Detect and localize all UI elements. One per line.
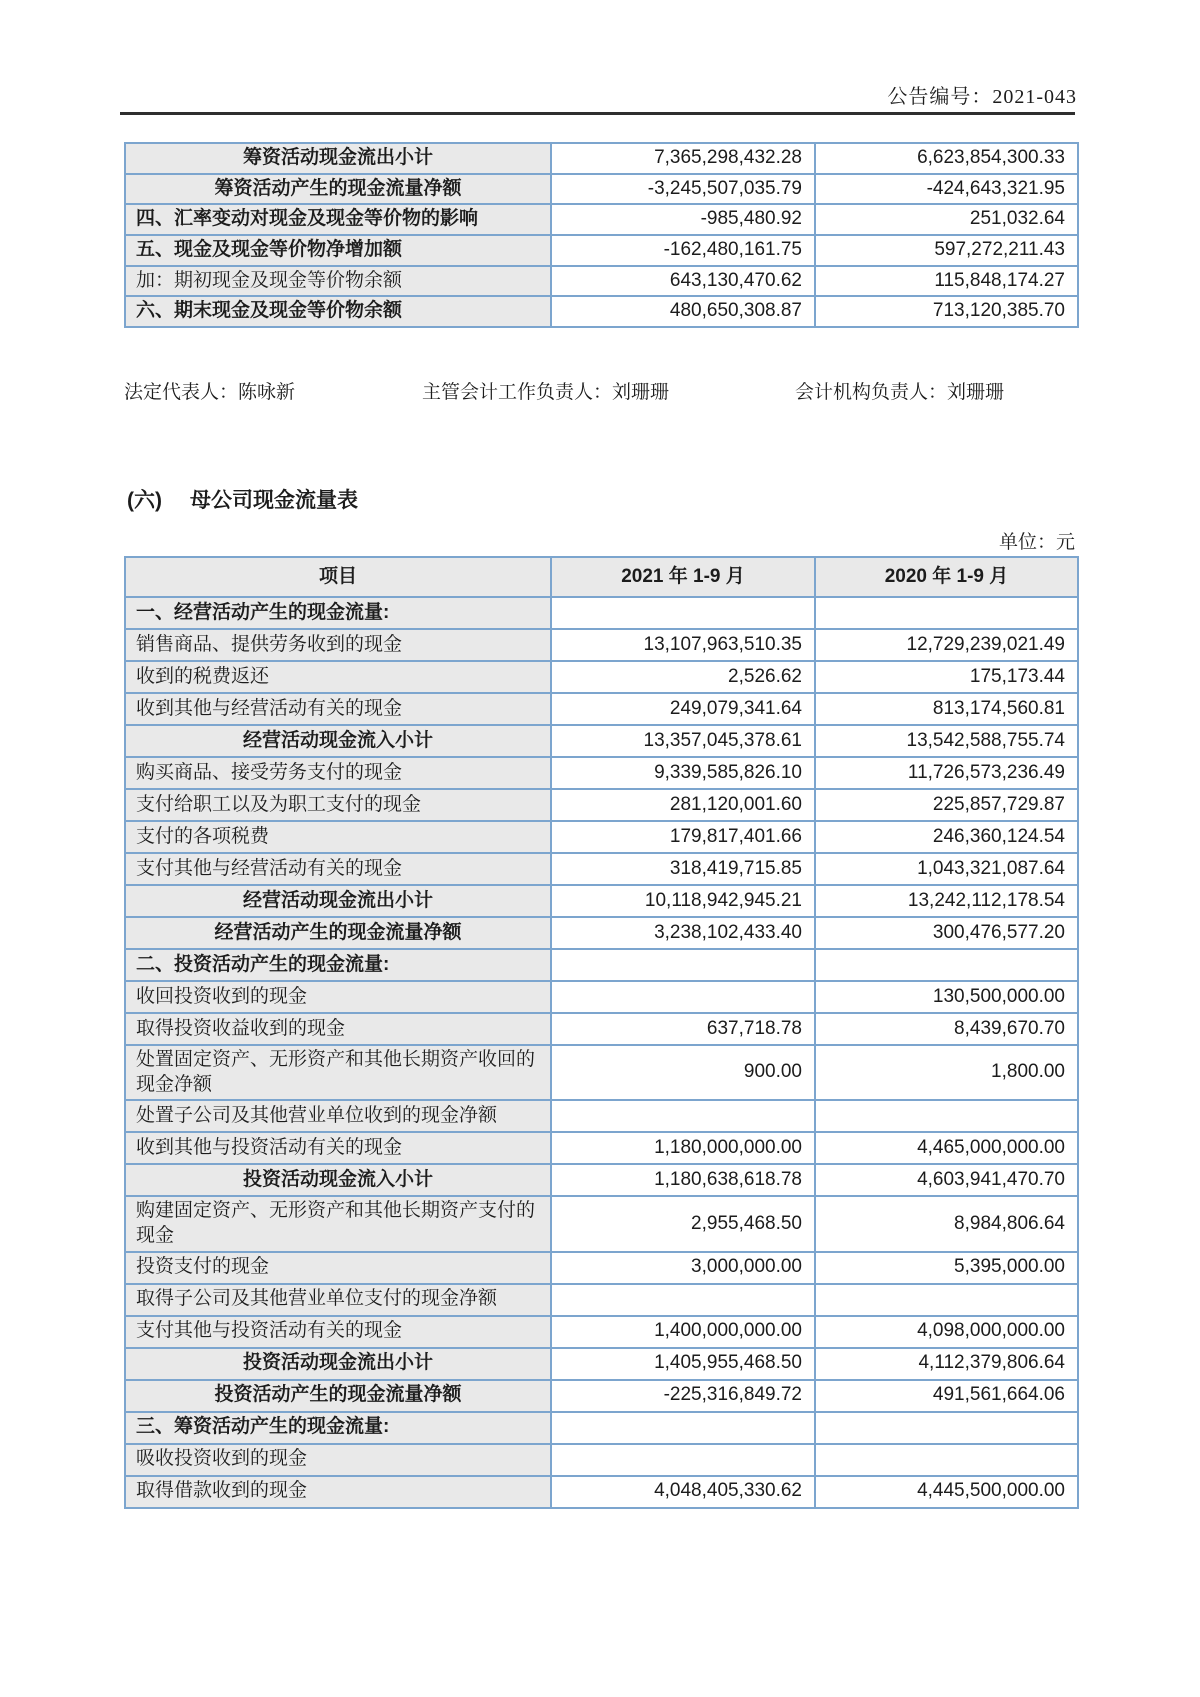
table-row <box>125 1476 1078 1508</box>
row-label: 支付其他与经营活动有关的现金 <box>125 853 551 885</box>
value-2021: 249,079,341.64 <box>551 693 815 725</box>
value-2020: 115,848,174.27 <box>815 266 1078 297</box>
value-2021: 3,000,000.00 <box>551 1252 815 1284</box>
value-2020: 12,729,239,021.49 <box>815 629 1078 661</box>
value-2020: 13,242,112,178.54 <box>815 885 1078 917</box>
row-label: 投资活动产生的现金流量净额 <box>125 1380 551 1412</box>
value-2021: -985,480.92 <box>551 204 815 235</box>
value-2021: 1,405,955,468.50 <box>551 1348 815 1380</box>
financing-summary-body <box>125 143 1078 327</box>
value-2021: 643,130,470.62 <box>551 266 815 297</box>
table-row <box>125 1164 1078 1196</box>
row-label: 筹资活动产生的现金流量净额 <box>125 174 551 205</box>
table-row <box>125 235 1078 266</box>
table-row <box>125 1444 1078 1476</box>
parent-company-cash-flow-table <box>124 556 1079 1509</box>
value-2020: 1,800.00 <box>815 1045 1078 1100</box>
section-heading <box>127 484 358 514</box>
row-label: 经营活动现金流出小计 <box>125 885 551 917</box>
financing-summary-table <box>124 142 1079 328</box>
value-2021 <box>551 981 815 1013</box>
value-2021: 4,048,405,330.62 <box>551 1476 815 1508</box>
value-2020: 4,112,379,806.64 <box>815 1348 1078 1380</box>
value-2020: 11,726,573,236.49 <box>815 757 1078 789</box>
table-row <box>125 757 1078 789</box>
value-2021: 13,357,045,378.61 <box>551 725 815 757</box>
announcement-number: 公告编号：2021-043 <box>887 86 1077 108</box>
value-2020: 813,174,560.81 <box>815 693 1078 725</box>
table-row <box>125 789 1078 821</box>
row-label: 收到其他与投资活动有关的现金 <box>125 1132 551 1164</box>
value-2020: 8,439,670.70 <box>815 1013 1078 1045</box>
value-2021: 318,419,715.85 <box>551 853 815 885</box>
value-2020: 4,445,500,000.00 <box>815 1476 1078 1508</box>
value-2021: -225,316,849.72 <box>551 1380 815 1412</box>
value-2021: 2,526.62 <box>551 661 815 693</box>
value-2021: 10,118,942,945.21 <box>551 885 815 917</box>
row-label: 六、期末现金及现金等价物余额 <box>125 296 551 327</box>
row-label: 经营活动产生的现金流量净额 <box>125 917 551 949</box>
row-label: 支付的各项税费 <box>125 821 551 853</box>
row-label: 取得借款收到的现金 <box>125 1476 551 1508</box>
row-label: 支付给职工以及为职工支付的现金 <box>125 789 551 821</box>
value-2021: 7,365,298,432.28 <box>551 143 815 174</box>
value-2020 <box>815 1100 1078 1132</box>
signature-line <box>124 377 1077 403</box>
row-label: 吸收投资收到的现金 <box>125 1444 551 1476</box>
value-2021: 1,180,000,000.00 <box>551 1132 815 1164</box>
value-2021: 9,339,585,826.10 <box>551 757 815 789</box>
table-row <box>125 1013 1078 1045</box>
row-label: 处置固定资产、无形资产和其他长期资产收回的现金净额 <box>125 1045 551 1100</box>
row-label: 投资活动现金流入小计 <box>125 1164 551 1196</box>
row-label: 收回投资收到的现金 <box>125 981 551 1013</box>
value-2020 <box>815 1444 1078 1476</box>
table-row <box>125 917 1078 949</box>
table-row <box>125 949 1078 981</box>
chief-accountant: 主管会计工作负责人：刘珊珊 <box>422 382 670 403</box>
value-2020: 300,476,577.20 <box>815 917 1078 949</box>
table-row <box>125 821 1078 853</box>
unit-label: 单位：元 <box>998 532 1075 553</box>
row-label: 购买商品、接受劳务支付的现金 <box>125 757 551 789</box>
value-2020: 8,984,806.64 <box>815 1196 1078 1251</box>
table-row <box>125 981 1078 1013</box>
table-row <box>125 693 1078 725</box>
row-label: 收到其他与经营活动有关的现金 <box>125 693 551 725</box>
value-2020 <box>815 597 1078 629</box>
value-2020: 4,603,941,470.70 <box>815 1164 1078 1196</box>
section-title: 母公司现金流量表 <box>190 489 358 512</box>
table-row <box>125 1284 1078 1316</box>
table-row <box>125 1132 1078 1164</box>
row-label: 销售商品、提供劳务收到的现金 <box>125 629 551 661</box>
value-2021: 281,120,001.60 <box>551 789 815 821</box>
row-label: 五、现金及现金等价物净增加额 <box>125 235 551 266</box>
value-2020: 4,098,000,000.00 <box>815 1316 1078 1348</box>
value-2021: 1,180,638,618.78 <box>551 1164 815 1196</box>
row-label: 筹资活动现金流出小计 <box>125 143 551 174</box>
table-header-row <box>125 557 1078 597</box>
table-row <box>125 1380 1078 1412</box>
column-header-2020: 2020 年 1-9 月 <box>815 557 1078 597</box>
row-label: 购建固定资产、无形资产和其他长期资产支付的现金 <box>125 1196 551 1251</box>
header-divider <box>120 112 1075 115</box>
table-row <box>125 1196 1078 1251</box>
value-2021: 1,400,000,000.00 <box>551 1316 815 1348</box>
value-2020: 246,360,124.54 <box>815 821 1078 853</box>
table-row <box>125 204 1078 235</box>
section-index: (六) <box>127 489 162 512</box>
value-2020 <box>815 1284 1078 1316</box>
row-label: 二、投资活动产生的现金流量: <box>125 949 551 981</box>
value-2021 <box>551 1412 815 1444</box>
table-row <box>125 174 1078 205</box>
table-row <box>125 853 1078 885</box>
table-row <box>125 885 1078 917</box>
value-2020: 491,561,664.06 <box>815 1380 1078 1412</box>
value-2020 <box>815 1412 1078 1444</box>
row-label: 加：期初现金及现金等价物余额 <box>125 266 551 297</box>
table-row <box>125 597 1078 629</box>
column-header-2021: 2021 年 1-9 月 <box>551 557 815 597</box>
row-label: 三、筹资活动产生的现金流量: <box>125 1412 551 1444</box>
table-row <box>125 296 1078 327</box>
row-label: 支付其他与投资活动有关的现金 <box>125 1316 551 1348</box>
value-2020: 13,542,588,755.74 <box>815 725 1078 757</box>
value-2020: 251,032.64 <box>815 204 1078 235</box>
row-label: 经营活动现金流入小计 <box>125 725 551 757</box>
value-2020: 6,623,854,300.33 <box>815 143 1078 174</box>
accounting-head: 会计机构负责人：刘珊珊 <box>795 382 1005 403</box>
value-2020: 130,500,000.00 <box>815 981 1078 1013</box>
value-2021: 637,718.78 <box>551 1013 815 1045</box>
table-row <box>125 1348 1078 1380</box>
table-row <box>125 143 1078 174</box>
table-row <box>125 661 1078 693</box>
value-2021: 3,238,102,433.40 <box>551 917 815 949</box>
row-label: 收到的税费返还 <box>125 661 551 693</box>
value-2020: 5,395,000.00 <box>815 1252 1078 1284</box>
value-2021 <box>551 1444 815 1476</box>
column-header-item: 项目 <box>125 557 551 597</box>
value-2021 <box>551 1100 815 1132</box>
value-2020: 4,465,000,000.00 <box>815 1132 1078 1164</box>
table-row <box>125 1252 1078 1284</box>
row-label: 取得投资收益收到的现金 <box>125 1013 551 1045</box>
value-2020 <box>815 949 1078 981</box>
value-2020: -424,643,321.95 <box>815 174 1078 205</box>
table-row <box>125 1100 1078 1132</box>
value-2020: 713,120,385.70 <box>815 296 1078 327</box>
row-label: 四、汇率变动对现金及现金等价物的影响 <box>125 204 551 235</box>
row-label: 投资支付的现金 <box>125 1252 551 1284</box>
value-2021: 179,817,401.66 <box>551 821 815 853</box>
parent-table-body <box>125 597 1078 1508</box>
table-row <box>125 629 1078 661</box>
value-2021: -162,480,161.75 <box>551 235 815 266</box>
value-2021: 900.00 <box>551 1045 815 1100</box>
value-2020: 1,043,321,087.64 <box>815 853 1078 885</box>
value-2020: 175,173.44 <box>815 661 1078 693</box>
value-2020: 597,272,211.43 <box>815 235 1078 266</box>
row-label: 处置子公司及其他营业单位收到的现金净额 <box>125 1100 551 1132</box>
value-2021 <box>551 597 815 629</box>
table-row <box>125 1412 1078 1444</box>
table-row <box>125 1045 1078 1100</box>
value-2021 <box>551 1284 815 1316</box>
legal-representative: 法定代表人：陈咏新 <box>124 382 296 403</box>
table-row <box>125 725 1078 757</box>
value-2021: 13,107,963,510.35 <box>551 629 815 661</box>
row-label: 一、经营活动产生的现金流量: <box>125 597 551 629</box>
table-row <box>125 266 1078 297</box>
row-label: 投资活动现金流出小计 <box>125 1348 551 1380</box>
value-2021: -3,245,507,035.79 <box>551 174 815 205</box>
value-2021: 480,650,308.87 <box>551 296 815 327</box>
table-row <box>125 1316 1078 1348</box>
value-2020: 225,857,729.87 <box>815 789 1078 821</box>
value-2021 <box>551 949 815 981</box>
value-2021: 2,955,468.50 <box>551 1196 815 1251</box>
row-label: 取得子公司及其他营业单位支付的现金净额 <box>125 1284 551 1316</box>
